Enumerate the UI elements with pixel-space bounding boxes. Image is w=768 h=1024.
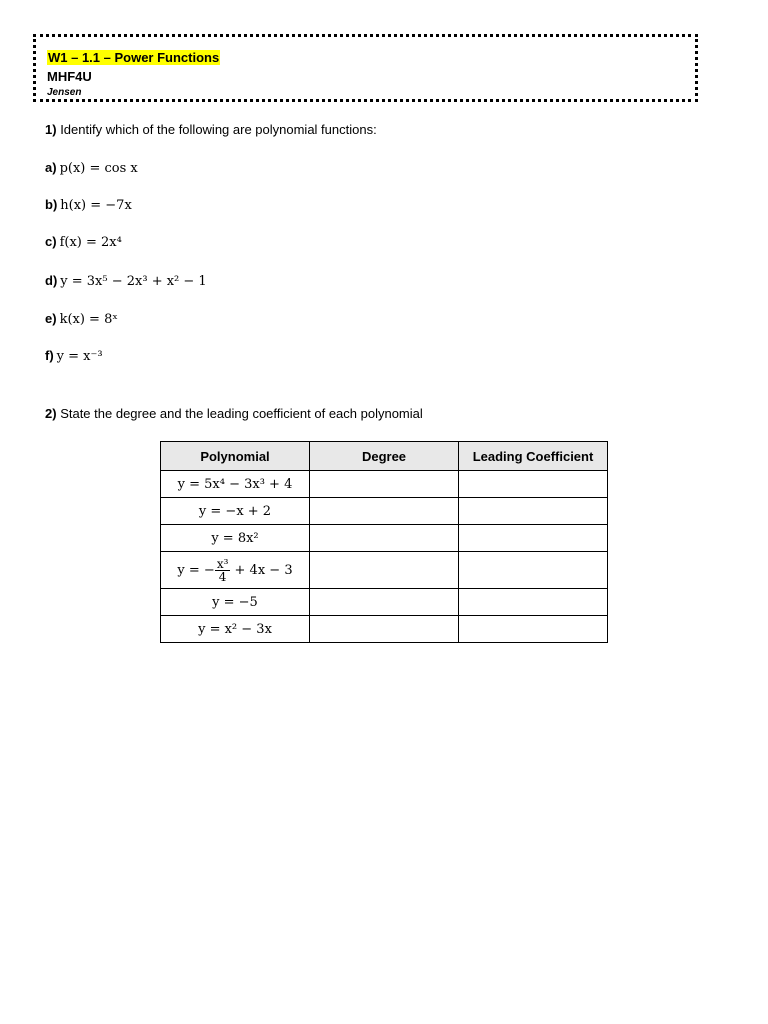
question-1-number: 1) [45, 122, 57, 137]
worksheet-header [33, 34, 698, 102]
worksheet-title: W1 – 1.1 – Power Functions [48, 50, 220, 65]
part-label: c) [45, 234, 57, 249]
degree-cell[interactable] [310, 552, 459, 589]
question-1-part-f [45, 348, 103, 365]
table-row [161, 552, 608, 589]
fraction-denominator: 4 [218, 569, 227, 584]
question-1-part-e [45, 311, 118, 328]
table-row [161, 471, 608, 498]
polynomial-cell: y = 8x² [161, 525, 310, 552]
leading-coefficient-cell[interactable] [459, 498, 608, 525]
question-1-part-b [45, 197, 132, 214]
table-row [161, 498, 608, 525]
question-2-number: 2) [45, 406, 57, 421]
table-row [161, 589, 608, 616]
header-degree: Degree [310, 442, 459, 471]
leading-coefficient-cell[interactable] [459, 525, 608, 552]
header-polynomial: Polynomial [161, 442, 310, 471]
part-expression: p(x) = cos x [59, 161, 138, 176]
question-2 [45, 406, 423, 422]
degree-cell[interactable] [310, 589, 459, 616]
part-expression: h(x) = −7x [60, 198, 132, 213]
part-label: e) [45, 311, 57, 326]
table-row [161, 525, 608, 552]
part-expression: f(x) = 2x⁴ [59, 235, 122, 250]
question-1-part-c [45, 234, 122, 251]
question-1-text: Identify which of the following are polynomial functions: [60, 122, 377, 137]
part-expression: y = x⁻³ [56, 349, 103, 364]
question-1-part-d [45, 273, 207, 290]
table-header-row [161, 442, 608, 471]
question-1 [45, 122, 377, 138]
degree-cell[interactable] [310, 498, 459, 525]
question-2-text: State the degree and the leading coefficient of each polynomial [60, 406, 423, 421]
polynomial-cell: y = −5 [161, 589, 310, 616]
author-name: Jensen [47, 87, 82, 98]
leading-coefficient-cell[interactable] [459, 616, 608, 643]
fraction [215, 558, 231, 583]
degree-cell[interactable] [310, 471, 459, 498]
polynomial-cell: y = −x + 2 [161, 498, 310, 525]
fraction-numerator: x³ [216, 556, 229, 571]
part-label: f) [45, 348, 54, 363]
polynomial-cell: y = x² − 3x [161, 616, 310, 643]
degree-cell[interactable] [310, 525, 459, 552]
leading-coefficient-cell[interactable] [459, 589, 608, 616]
header-leading-coefficient: Leading Coefficient [459, 442, 608, 471]
part-expression: k(x) = 8ˣ [59, 312, 118, 327]
part-label: b) [45, 197, 58, 212]
course-code: MHF4U [47, 69, 92, 84]
degree-cell[interactable] [310, 616, 459, 643]
part-expression: y = 3x⁵ − 2x³ + x² − 1 [60, 274, 207, 289]
polynomial-prefix: y = − [177, 562, 215, 578]
leading-coefficient-cell[interactable] [459, 552, 608, 589]
polynomial-cell [161, 552, 310, 589]
question-1-part-a [45, 160, 138, 177]
polynomial-suffix: + 4x − 3 [234, 562, 293, 578]
part-label: a) [45, 160, 57, 175]
polynomial-cell: y = 5x⁴ − 3x³ + 4 [161, 471, 310, 498]
leading-coefficient-cell[interactable] [459, 471, 608, 498]
polynomial-table [160, 441, 608, 643]
table-row [161, 616, 608, 643]
part-label: d) [45, 273, 58, 288]
